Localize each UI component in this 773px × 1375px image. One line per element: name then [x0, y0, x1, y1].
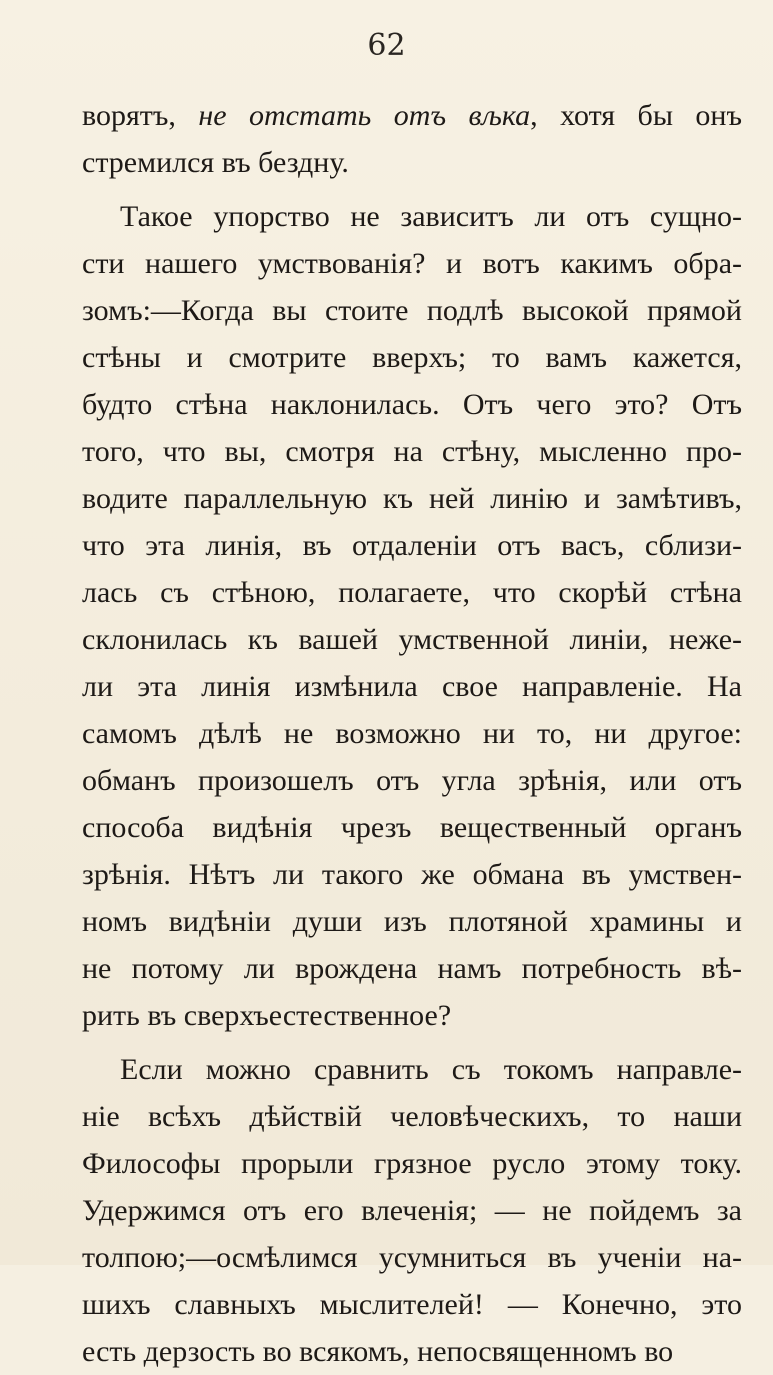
text-run: ворятъ, [82, 99, 199, 132]
page-number: 62 [367, 28, 406, 63]
text-run: , хотя бы онъ [530, 99, 743, 132]
text-run: Удержимся отъ его влеченія; — не пойдемъ за [82, 1194, 742, 1227]
text-run: стѣны и смотрите вверхъ; то вамъ кажется, [82, 341, 742, 374]
text-run: того, что вы, смотря на стѣну, мысленно про- [82, 435, 742, 468]
text-line [82, 1140, 742, 1187]
text-line [82, 1281, 742, 1328]
italic-phrase: не отстать отъ вљка [198, 99, 531, 132]
text-line [82, 1328, 742, 1375]
text-line [82, 381, 742, 428]
text-run: Философы прорыли грязное русло этому току. [82, 1147, 742, 1180]
text-run: зомъ:—Когда вы стоите подлѣ высокой прямой [82, 294, 742, 327]
text-line [82, 193, 742, 240]
text-run: толпою;—осмѣлимся усумниться въ ученіи на- [82, 1241, 742, 1274]
text-run: стремился въ бездну. [82, 146, 349, 179]
text-line [82, 92, 742, 139]
text-line [82, 616, 742, 663]
text-line [82, 663, 742, 710]
text-line [82, 1046, 742, 1093]
text-line [82, 240, 742, 287]
text-line [82, 475, 742, 522]
text-line [82, 569, 742, 616]
text-run: склонилась къ вашей умственной линіи, неже- [82, 623, 742, 656]
text-run: не потому ли врождена намъ потребность вѣ- [82, 952, 742, 985]
body-text [82, 92, 742, 1375]
text-run: номъ видѣніи души изъ плотяной храмины и [82, 905, 742, 938]
text-run: Если можно сравнить съ токомъ направле- [120, 1053, 742, 1086]
text-line [82, 428, 742, 475]
text-run: водите параллельную къ ней линію и замѣтивъ, [82, 482, 742, 515]
text-run: способа видѣнія чрезъ вещественный органъ [82, 811, 742, 844]
text-run: сти нашего умствованія? и вотъ какимъ обра- [82, 247, 742, 280]
text-line [82, 139, 742, 186]
text-line [82, 710, 742, 757]
text-line [82, 1187, 742, 1234]
text-line [82, 522, 742, 569]
text-line [82, 334, 742, 381]
text-line [82, 945, 742, 992]
text-line [82, 898, 742, 945]
text-line [82, 804, 742, 851]
text-run: лась съ стѣною, полагаете, что скорѣй стѣна [82, 576, 742, 609]
text-line [82, 287, 742, 334]
text-line [82, 1234, 742, 1281]
text-run: рить въ сверхъестественное? [82, 999, 452, 1032]
text-line [82, 992, 742, 1039]
text-run: самомъ дѣлѣ не возможно ни то, ни другое: [82, 717, 742, 750]
text-run: шихъ славныхъ мыслителей! — Конечно, это [82, 1288, 742, 1321]
text-run: зрѣнія. Нѣтъ ли такого же обмана въ умствен- [82, 858, 742, 891]
text-line [82, 851, 742, 898]
text-run: ли эта линія измѣнила свое направленіе. На [82, 670, 742, 703]
text-run: обманъ произошелъ отъ угла зрѣнія, или отъ [82, 764, 742, 797]
text-run: что эта линія, въ отдаленіи отъ васъ, сблизи- [82, 529, 742, 562]
text-line [82, 757, 742, 804]
text-line [82, 1093, 742, 1140]
text-run: ніе всѣхъ дѣйствій человѣческихъ, то наши [82, 1100, 742, 1133]
text-run: будто стѣна наклонилась. Отъ чего это? Отъ [82, 388, 742, 421]
text-run: есть дерзость во всякомъ, непосвященномъ во [82, 1335, 674, 1368]
text-run: Такое упорство не зависитъ ли отъ сущно- [120, 200, 742, 233]
